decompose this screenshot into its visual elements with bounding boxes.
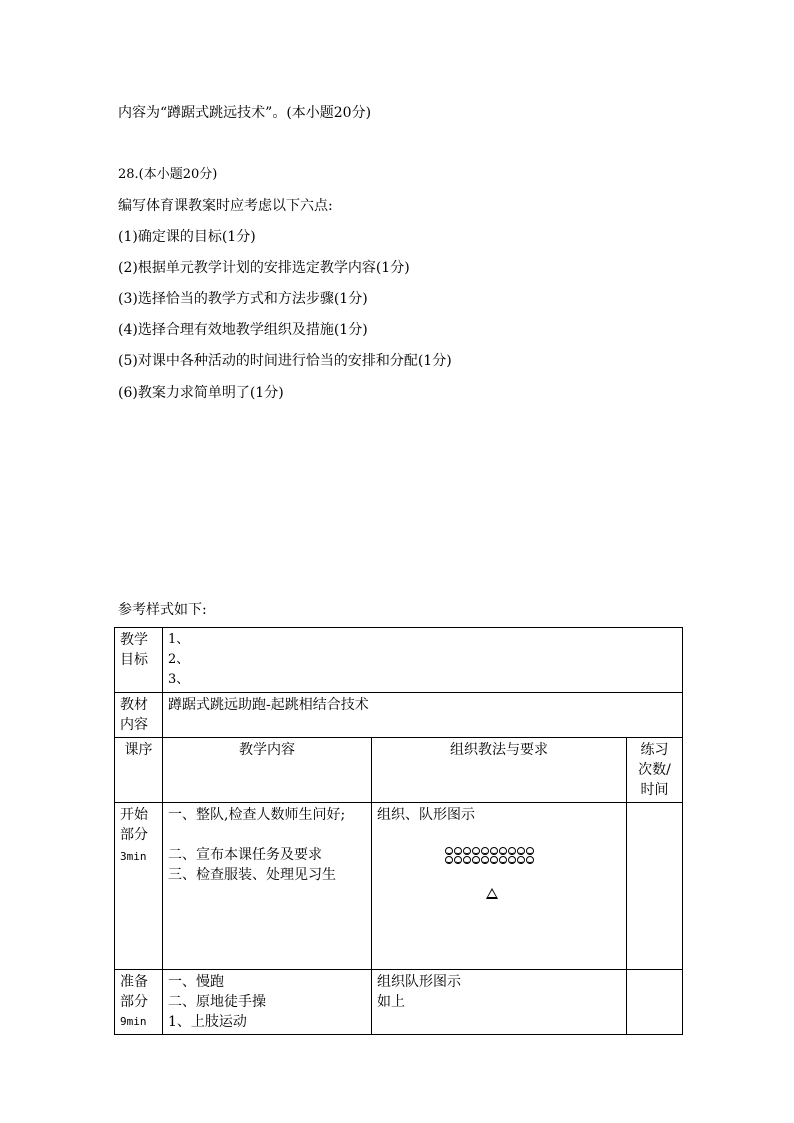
- student-face-icon: [445, 856, 453, 864]
- point-1: (1)确定课的目标(1分): [118, 229, 256, 245]
- goal-item: 3、: [168, 672, 190, 687]
- student-face-icon: [454, 856, 462, 864]
- point-6: (6)教案力求简单明了(1分): [118, 385, 284, 401]
- student-face-icon: [517, 856, 525, 864]
- content-line: [168, 825, 366, 845]
- material-label-line-1: 教材: [120, 697, 148, 713]
- point-2: (2)根据单元教学计划的安排选定教学内容(1分): [118, 260, 410, 276]
- student-face-icon: [481, 856, 489, 864]
- section-label-line-1: 开始: [120, 807, 148, 823]
- section-label-line-2: 部分: [120, 994, 148, 1010]
- content-line: 三、检查服装、处理见习生: [168, 867, 336, 883]
- content-line: 二、宣布本课任务及要求: [168, 847, 322, 863]
- header-content: 教学内容: [163, 738, 372, 803]
- header-practice-line-2: 次数/: [638, 762, 671, 778]
- header-practice: [627, 738, 683, 803]
- lesson-plan-table: [114, 627, 683, 1035]
- goal-item: 1、: [168, 632, 190, 647]
- header-order: 课序: [115, 738, 163, 803]
- student-face-icon: [499, 856, 507, 864]
- student-face-icon: [463, 856, 471, 864]
- material-value: 蹲踞式跳远助跑-起跳相结合技术: [163, 693, 683, 738]
- method-line: 组织队形图示: [377, 974, 461, 990]
- question-28-lead: 编写体育课教案时应考虑以下六点:: [118, 198, 333, 214]
- section-method: [372, 803, 627, 970]
- goal-label: [115, 628, 163, 693]
- header-practice-line-1: 练习: [640, 742, 669, 758]
- student-face-icon: [445, 847, 453, 855]
- goal-item: 2、: [168, 652, 190, 667]
- goal-values: [163, 628, 683, 693]
- formation-diagram: [439, 847, 539, 864]
- section-label-line-1: 准备: [120, 974, 148, 990]
- material-row: [115, 693, 683, 738]
- section-row-start: [115, 803, 683, 970]
- section-label-line-2: 部分: [120, 827, 148, 843]
- student-face-icon: [463, 847, 471, 855]
- goal-label-line-2: 目标: [120, 652, 148, 668]
- section-content: [163, 970, 372, 1035]
- section-method: [372, 970, 627, 1035]
- section-label: [115, 803, 163, 970]
- student-face-icon: [481, 847, 489, 855]
- point-5: (5)对课中各种活动的时间进行恰当的安排和分配(1分): [118, 353, 452, 369]
- student-face-icon: [490, 847, 498, 855]
- section-row-prep: [115, 970, 683, 1035]
- content-line: 一、慢跑: [168, 974, 224, 990]
- section-time: 9min: [120, 1015, 147, 1028]
- header-practice-line-3: 时间: [640, 782, 669, 798]
- student-face-icon: [472, 856, 480, 864]
- student-face-icon: [454, 847, 462, 855]
- material-label-line-2: 内容: [120, 717, 148, 733]
- student-face-icon: [517, 847, 525, 855]
- material-label: [115, 693, 163, 738]
- section-content: [163, 803, 372, 970]
- section-time: 3min: [120, 850, 147, 863]
- student-face-icon: [526, 847, 534, 855]
- content-line: 1、上肢运动: [168, 1014, 247, 1030]
- point-4: (4)选择合理有效地教学组织及措施(1分): [118, 322, 368, 338]
- goal-row: [115, 628, 683, 693]
- content-line: 二、原地徒手操: [168, 994, 266, 1010]
- content-line: 一、整队,检查人数师生问好;: [168, 807, 346, 823]
- reference-label: 参考样式如下:: [118, 602, 207, 618]
- student-face-icon: [472, 847, 480, 855]
- header-method: 组织教法与要求: [372, 738, 627, 803]
- intro-line: 内容为“蹲踞式跳远技术”。(本小题20分): [118, 105, 372, 121]
- student-face-icon: [526, 856, 534, 864]
- method-line: 如上: [377, 994, 405, 1010]
- section-practice: [627, 803, 683, 970]
- teacher-triangle-icon: [486, 888, 498, 899]
- header-row: [115, 738, 683, 803]
- goal-label-line-1: 教学: [120, 632, 148, 648]
- student-face-icon: [508, 856, 516, 864]
- student-face-icon: [499, 847, 507, 855]
- section-practice: [627, 970, 683, 1035]
- section-label: [115, 970, 163, 1035]
- student-face-icon: [490, 856, 498, 864]
- student-face-icon: [508, 847, 516, 855]
- method-line: 组织、队形图示: [377, 807, 475, 823]
- question-28-title: 28.(本小题20分): [118, 167, 218, 182]
- point-3: (3)选择恰当的教学方式和方法步骤(1分): [118, 291, 368, 307]
